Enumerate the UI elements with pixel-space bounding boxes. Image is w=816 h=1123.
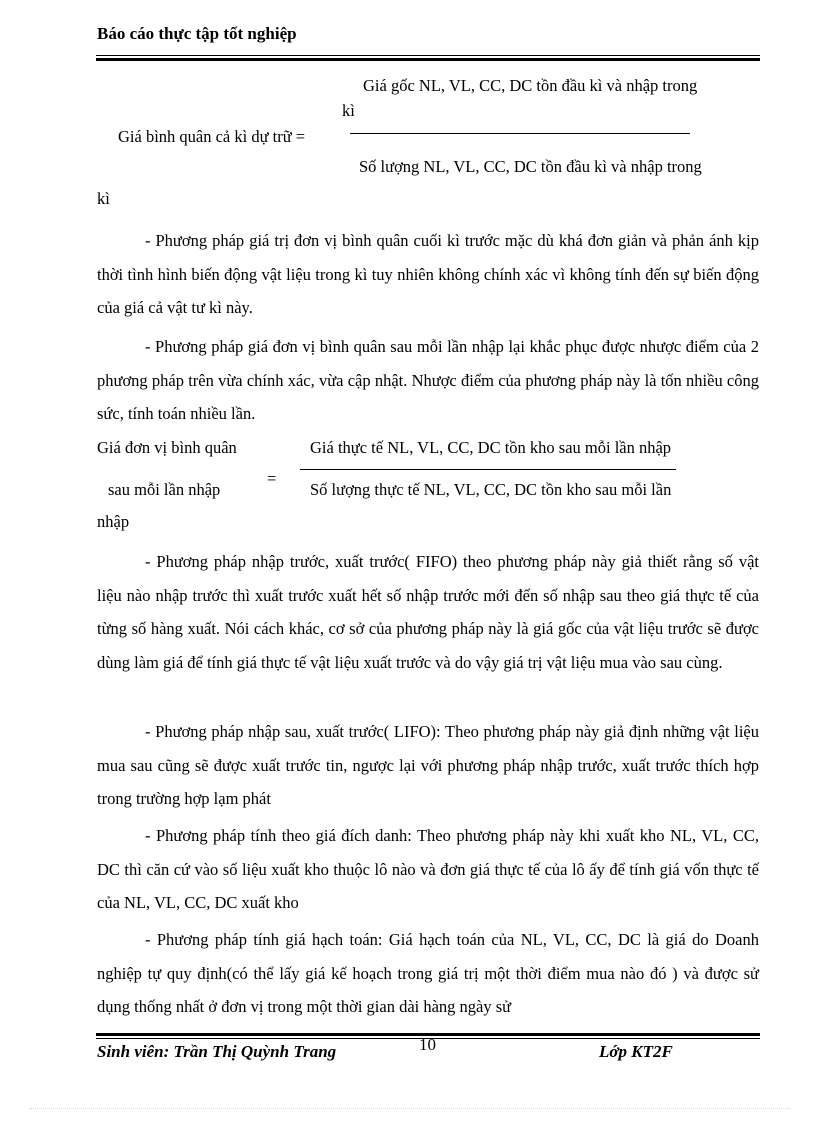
formula1-denominator-line2: kì [97, 189, 110, 208]
footer-student-name: Sinh viên: Trần Thị Quỳnh Trang [97, 1042, 337, 1061]
formula2-label-line2: sau mỗi lần nhập [108, 480, 221, 499]
paragraph-lifo-method: - Phương pháp nhập sau, xuất trước( LIFO): Theo phương pháp này giả định những vật liệu mua sau cũng sẽ được xuất trước tin, ngược lại với phương pháp nhập trước, xuất trước thích hợp trong trường hợp lạm phát [97, 722, 759, 808]
formula2-denominator-line1: Số lượng thực tế NL, VL, CC, DC tồn kho sau mỗi lần [310, 480, 672, 499]
paragraph-specific-identification: - Phương pháp tính theo giá đích danh: Theo phương pháp này khi xuất kho NL, VL, CC, DC thì căn cứ vào số liệu xuất kho thuộc lô nào và đơn giá thực tế của lô ấy để tính giá vốn thực tế của NL, VL, CC, DC xuất kho [97, 826, 759, 912]
paragraph-average-after-each-import: - Phương pháp giá đơn vị bình quân sau mỗi lần nhập lại khắc phục được nhược điểm của 2 phương pháp trên vừa chính xác, vừa cập nhật. Nhược điểm của phương pháp này là tốn nhiều công sức, tính toán nhiều lần. [97, 337, 759, 423]
page-header-title: Báo cáo thực tập tốt nghiệp [97, 24, 297, 43]
formula2-label-line1: Giá đơn vị bình quân [97, 438, 237, 457]
page-bottom-border [30, 1108, 790, 1109]
header-rule-thin [96, 55, 760, 56]
formula1-numerator-line1: Giá gốc NL, VL, CC, DC tồn đầu kì và nhập trong [363, 76, 698, 95]
header-rule-thick [96, 58, 760, 61]
formula1-denominator-line1: Số lượng NL, VL, CC, DC tồn đầu kì và nhập trong [359, 157, 702, 176]
paragraph-fifo-method: - Phương pháp nhập trước, xuất trước( FIFO) theo phương pháp này giả thiết rằng số vật liệu nào nhập trước thì xuất trước xuất hết số nhập trước mới đến số nhập sau theo giá thực tế của từng số hàng xuất. Nói cách khác, cơ sở của phương pháp này là giá gốc của vật liệu trước sẽ được dùng làm giá để tính giá thực tế vật liệu xuất trước và do vậy giá trị vật liệu mua vào sau cùng. [97, 552, 759, 672]
formula2-fraction-line [300, 469, 676, 470]
page-number: 10 [419, 1035, 436, 1054]
paragraph-average-prior-period: - Phương pháp giá trị đơn vị bình quân cuối kì trước mặc dù khá đơn giản và phản ánh kịp thời tình hình biến động vật liệu trong kì tuy nhiên không chính xác vì không tính đến sự biến động của giá cả vật tư kì này. [97, 231, 759, 317]
formula2-equals: = [267, 469, 277, 488]
formula2-numerator: Giá thực tế NL, VL, CC, DC tồn kho sau mỗi lần nhập [310, 438, 672, 457]
formula1-label: Giá bình quân cả kì dự trữ = [118, 127, 306, 146]
paragraph-accounting-price-method: - Phương pháp tính giá hạch toán: Giá hạch toán của NL, VL, CC, DC là giá do Doanh nghiệp tự quy định(có thể lấy giá kế hoạch trong giá trị một thời điểm mua nào đó ) và được sử dụng thống nhất ở đơn vị trong một thời gian dài hàng ngày sử [97, 930, 759, 1016]
formula2-denominator-line2: nhập [97, 512, 130, 531]
formula1-numerator-line2: kì [342, 101, 355, 120]
footer-class: Lớp KT2F [599, 1042, 673, 1061]
formula1-fraction-line [350, 133, 690, 134]
